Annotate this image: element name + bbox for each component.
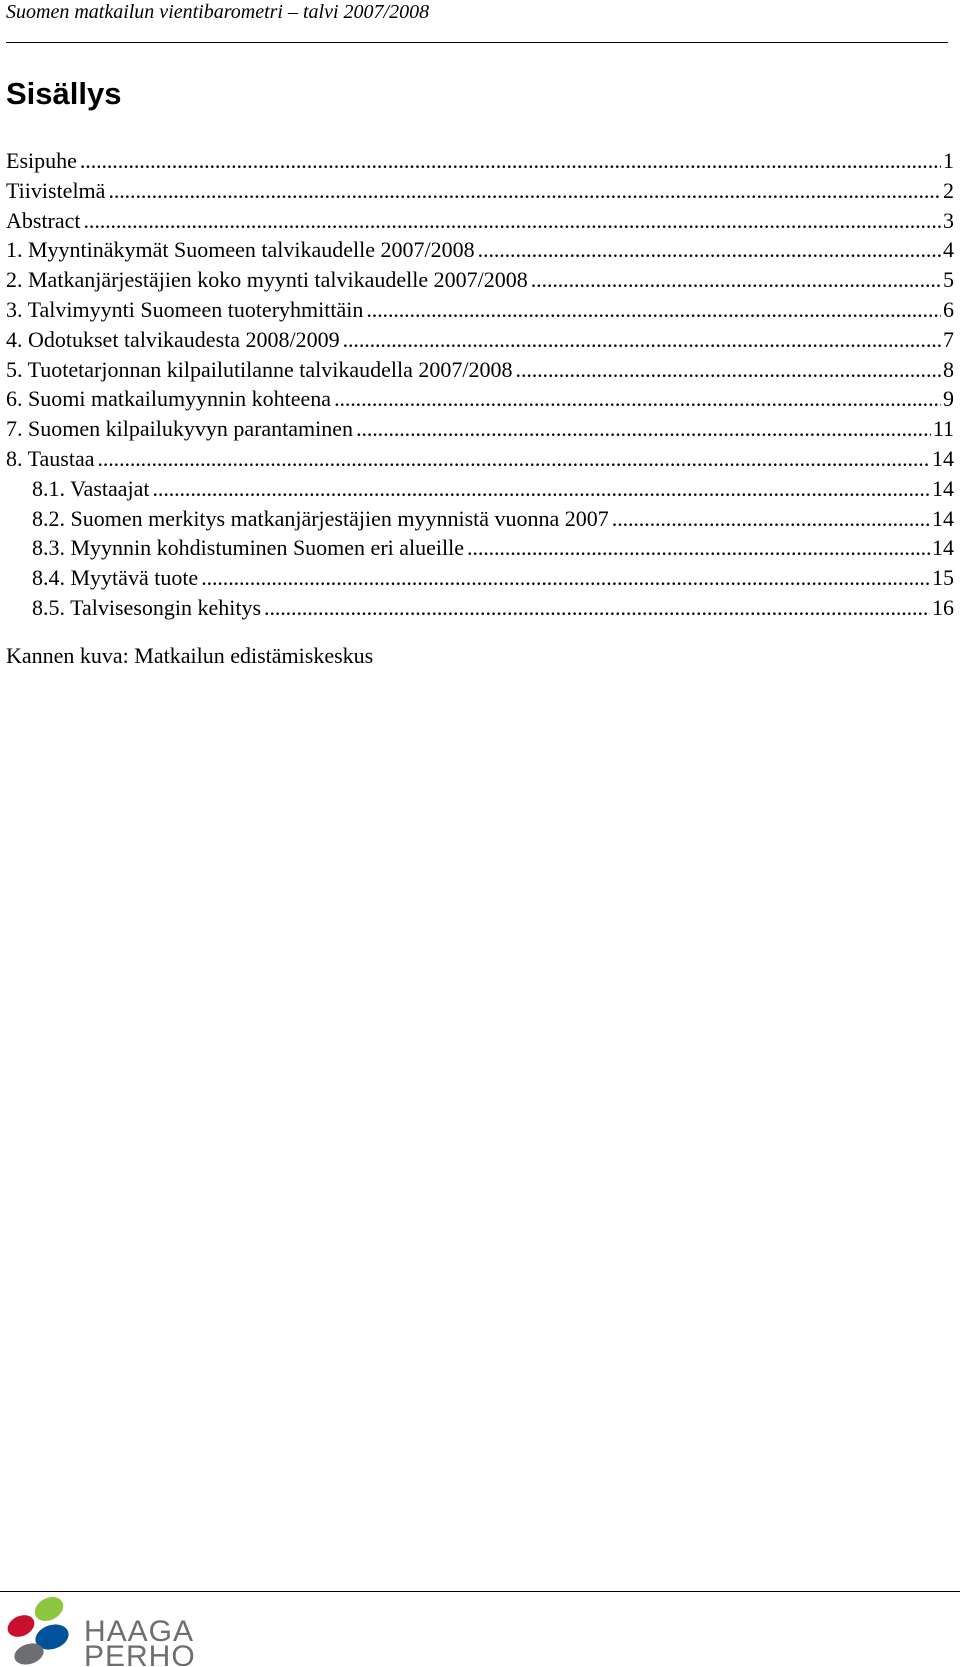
toc-page-number: 16	[932, 594, 954, 620]
toc-page-number: 1	[943, 148, 954, 173]
header-divider	[6, 42, 948, 43]
toc-entry[interactable]	[6, 265, 954, 295]
toc-entry[interactable]	[6, 444, 954, 474]
toc-page-number: 7	[943, 326, 954, 352]
toc-entry-label: 5. Tuotetarjonnan kilpailutilanne talvikaudella 2007/2008	[6, 356, 513, 382]
dot-leader	[356, 414, 931, 444]
dot-leader	[531, 265, 941, 295]
toc-page-number: 4	[943, 237, 954, 263]
toc-page-number: 11	[932, 416, 954, 442]
toc-entry-label: 3. Talvimyynti Suomeen tuoteryhmittäin	[6, 296, 364, 322]
dot-leader	[108, 176, 941, 206]
toc-page-number: 8	[943, 356, 954, 382]
toc-page-number: 9	[943, 386, 954, 412]
running-header: Suomen matkailun vientibarometri – talvi 2007/2008	[6, 1, 430, 23]
toc-entry-label: 8.5. Talvisesongin kehitys	[32, 594, 262, 620]
dot-leader	[97, 444, 930, 474]
toc-entry[interactable]	[6, 295, 954, 325]
toc-entry[interactable]	[6, 593, 954, 623]
toc-page-number: 5	[943, 267, 954, 293]
footer-divider	[0, 1591, 960, 1592]
toc-entry-label: 8.2. Suomen merkitys matkanjärjestäjien myynnistä vuonna 2007	[32, 505, 609, 531]
toc-page-number: 14	[932, 475, 954, 501]
toc-entry-label: 2. Matkanjärjestäjien koko myynti talvikaudelle 2007/2008	[6, 267, 528, 293]
logo-mark-icon	[4, 1594, 72, 1666]
dot-leader	[264, 593, 930, 623]
toc-page-number: 15	[932, 565, 954, 591]
toc-entry[interactable]	[6, 206, 954, 236]
table-of-contents	[6, 146, 954, 623]
toc-entry-label: Esipuhe	[6, 148, 77, 173]
dot-leader	[478, 235, 941, 265]
dot-leader	[467, 533, 930, 563]
toc-entry-label: 4. Odotukset talvikaudesta 2008/2009	[6, 326, 340, 352]
logo-red-dot	[4, 1611, 38, 1641]
toc-entry[interactable]	[6, 355, 954, 385]
toc-entry[interactable]	[6, 414, 954, 444]
toc-page-number: 14	[932, 505, 954, 531]
dot-leader	[612, 504, 930, 534]
toc-page-number: 6	[943, 296, 954, 322]
dot-leader	[84, 206, 941, 236]
toc-entry[interactable]	[6, 474, 954, 504]
toc-entry-label: 6. Suomi matkailumyynnin kohteena	[6, 386, 332, 412]
dot-leader	[201, 563, 930, 593]
toc-entry-label: 8.4. Myytävä tuote	[32, 565, 199, 591]
toc-entry[interactable]	[6, 384, 954, 414]
toc-entry[interactable]	[6, 146, 954, 176]
cover-photo-credit: Kannen kuva: Matkailun edistämiskeskus	[6, 643, 374, 668]
logo-text-line2: PERHO	[84, 1640, 196, 1666]
toc-entry-label: 1. Myyntinäkymät Suomeen talvikaudelle 2007/2008	[6, 237, 475, 263]
toc-page-number: 14	[932, 535, 954, 561]
dot-leader	[366, 295, 941, 325]
dot-leader	[343, 325, 941, 355]
toc-entry[interactable]	[6, 504, 954, 534]
toc-page-number: 3	[943, 207, 954, 233]
toc-entry-label: 8.1. Vastaajat	[32, 475, 150, 501]
toc-entry-label: 8.3. Myynnin kohdistuminen Suomen eri alueille	[32, 535, 465, 561]
toc-page-number: 14	[932, 445, 954, 471]
toc-entry-label: Tiivistelmä	[6, 177, 106, 203]
dot-leader	[153, 474, 930, 504]
toc-entry[interactable]	[6, 533, 954, 563]
toc-entry-label: 8. Taustaa	[6, 445, 95, 471]
toc-entry[interactable]	[6, 325, 954, 355]
toc-entry[interactable]	[6, 235, 954, 265]
toc-entry-label: Abstract	[6, 207, 81, 233]
toc-entry[interactable]	[6, 176, 954, 206]
logo-text-line1: HAAGA	[84, 1615, 195, 1648]
haaga-perho-logo	[4, 1594, 244, 1666]
page-title: Sisällys	[6, 76, 122, 111]
toc-page-number: 2	[943, 177, 954, 203]
toc-entry[interactable]	[6, 563, 954, 593]
dot-leader	[80, 146, 941, 176]
dot-leader	[334, 384, 941, 414]
dot-leader	[516, 355, 941, 385]
toc-entry-label: 7. Suomen kilpailukyvyn parantaminen	[6, 416, 354, 442]
logo-green-dot	[31, 1594, 68, 1626]
